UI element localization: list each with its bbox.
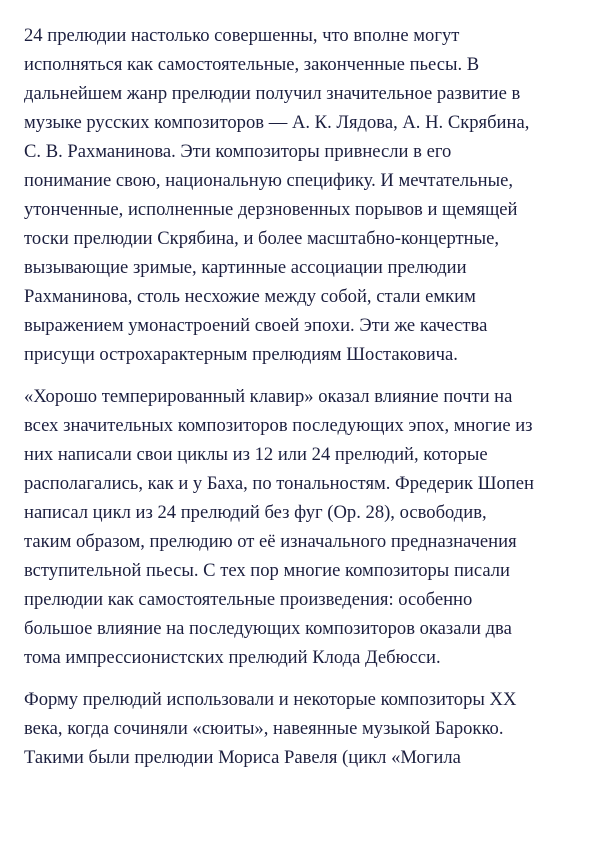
text-line: них написали свои циклы из 12 или 24 прелюдий, которые — [24, 444, 488, 465]
text-line: присущи острохарактерным прелюдиям Шостаковича. — [24, 344, 458, 365]
text-line: написал цикл из 24 прелюдий без фуг (Op. 28), освободив, — [24, 502, 487, 523]
text-line: Рахманинова, столь несхожие между собой, стали емким — [24, 286, 476, 307]
text-line: таким образом, прелюдию от её изначального предназначения — [24, 531, 517, 552]
text-line: прелюдии как самостоятельные произведения: особенно — [24, 589, 473, 610]
text-line: утонченные, исполненные дерзновенных порывов и щемящей — [24, 199, 518, 220]
text-line: века, когда сочиняли «сюиты», навеянные музыкой Барокко. — [24, 718, 504, 739]
text-line: вступительной пьесы. С тех пор многие композиторы писали — [24, 560, 510, 581]
text-line: «Хорошо темперированный клавир» оказал влияние почти на — [24, 386, 513, 407]
text-line: Форму прелюдий использовали и некоторые композиторы XX — [24, 689, 517, 710]
paragraph-well-tempered-clavier — [24, 382, 584, 672]
text-line: 24 прелюдии настолько совершенны, что вполне могут — [24, 25, 460, 46]
text-line: большое влияние на последующих композиторов оказали два — [24, 618, 512, 639]
text-line: тома импрессионистских прелюдий Клода Дебюсси. — [24, 647, 441, 668]
text-line: дальнейшем жанр прелюдии получил значительное развитие в — [24, 83, 521, 104]
text-line: располагались, как и у Баха, по тональностям. Фредерик Шопен — [24, 473, 534, 494]
text-line: Такими были прелюдии Мориса Равеля (цикл «Могила — [24, 747, 461, 768]
text-line: вызывающие зримые, картинные ассоциации прелюдии — [24, 257, 467, 278]
text-line: понимание свою, национальную специфику. И мечтательные, — [24, 170, 513, 191]
text-line: музыке русских композиторов — А. К. Лядова, А. Н. Скрябина, — [24, 112, 530, 133]
text-line: С. В. Рахманинова. Эти композиторы привнесли в его — [24, 141, 452, 162]
text-line: исполняться как самостоятельные, законченные пьесы. В — [24, 54, 480, 75]
text-line: всех значительных композиторов последующих эпох, многие из — [24, 415, 533, 436]
paragraph-preludes-russian-composers — [24, 21, 584, 369]
paragraph-twentieth-century-suites — [24, 685, 584, 772]
text-line: выражением умонастроений своей эпохи. Эти же качества — [24, 315, 488, 336]
text-line: тоски прелюдии Скрябина, и более масштабно-концертные, — [24, 228, 500, 249]
